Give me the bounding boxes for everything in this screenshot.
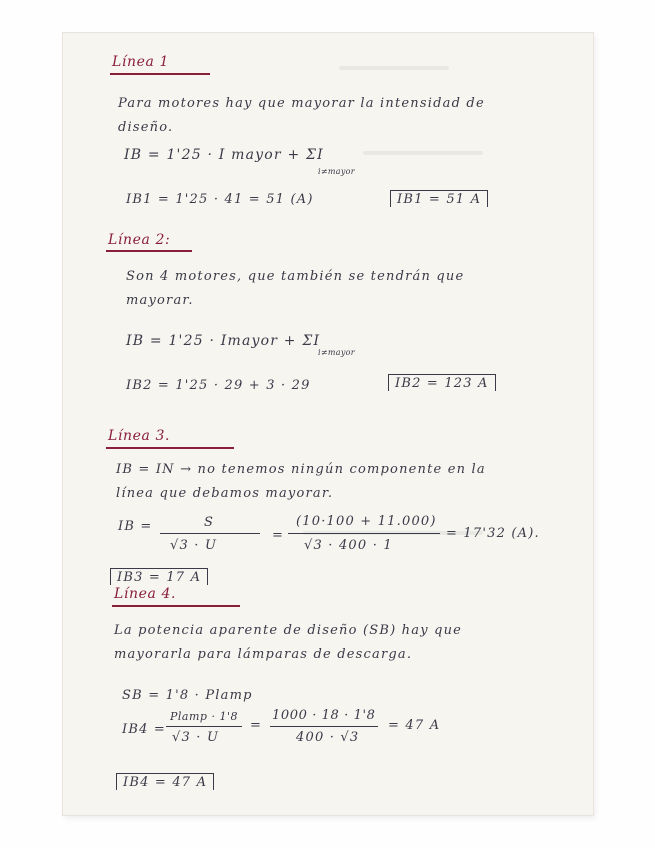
fraction-bar (270, 726, 378, 727)
l3-text-line-2: línea que debamos mayorar. (116, 486, 334, 501)
l2-text-line-1: Son 4 motores, que también se tendrán que (126, 269, 465, 284)
l4-result-value: = 47 A (388, 718, 441, 733)
l3-result-value: = 17'32 (A). (446, 526, 540, 541)
l4-text-line-1: La potencia aparente de diseño (SB) hay que (114, 623, 463, 638)
l1-sum-subscript: i≠mayor (318, 167, 355, 176)
l2-result-box: IB2 = 123 A (388, 374, 496, 391)
l4-fraction-1-denominator: √3 · U (172, 730, 220, 745)
section-heading-linea-2: Línea 2: (108, 232, 171, 248)
bleed-through-mark (339, 66, 449, 70)
section-heading-linea-1: Línea 1 (112, 54, 169, 70)
section-heading-linea-3: Línea 3. (108, 428, 171, 444)
l4-fraction-1-numerator: Plamp · 1'8 (170, 710, 238, 723)
heading-underline (106, 447, 234, 449)
l3-ib-label: IB = (118, 519, 153, 534)
l4-formula: SB = 1'8 · Plamp (122, 688, 253, 703)
l2-calculation: IB2 = 1'25 · 29 + 3 · 29 (126, 378, 311, 393)
l3-text-line-1: IB = IN → no tenemos ningún componente en la (116, 462, 486, 477)
l1-formula: IB = 1'25 · I mayor + ΣI (124, 147, 324, 163)
l4-equals: = (250, 718, 263, 733)
l4-ib-label: IB4 = (122, 722, 166, 737)
heading-underline (110, 73, 210, 75)
heading-underline (106, 250, 192, 252)
heading-underline (112, 605, 240, 607)
bleed-through-mark (363, 151, 483, 155)
l3-fraction-1-denominator: √3 · U (170, 538, 218, 553)
l3-result-box: IB3 = 17 A (110, 568, 208, 585)
l4-text-line-2: mayorarla para lámparas de descarga. (114, 647, 413, 662)
fraction-bar (160, 533, 260, 534)
l3-fraction-2-denominator: √3 · 400 · 1 (304, 538, 393, 553)
l2-text-line-2: mayorar. (126, 293, 194, 308)
l4-result-box: IB4 = 47 A (116, 773, 214, 790)
l1-calculation: IB1 = 1'25 · 41 = 51 (A) (126, 192, 314, 207)
l4-fraction-2-denominator: 400 · √3 (296, 730, 360, 745)
l4-fraction-2-numerator: 1000 · 18 · 1'8 (272, 708, 376, 723)
section-heading-linea-4: Línea 4. (114, 586, 177, 602)
l1-result-box: IB1 = 51 A (390, 190, 488, 207)
l3-equals: = (272, 528, 285, 543)
l2-sum-subscript: i≠mayor (318, 348, 355, 357)
l3-fraction-2-numerator: (10·100 + 11.000) (296, 514, 437, 529)
l1-text-line-2: diseño. (118, 120, 174, 135)
l1-text-line-1: Para motores hay que mayorar la intensidad de (118, 96, 485, 111)
fraction-bar (166, 726, 242, 727)
fraction-bar (288, 533, 440, 534)
l2-formula: IB = 1'25 · Imayor + ΣI (126, 333, 321, 349)
l3-fraction-1-numerator: S (204, 515, 215, 530)
